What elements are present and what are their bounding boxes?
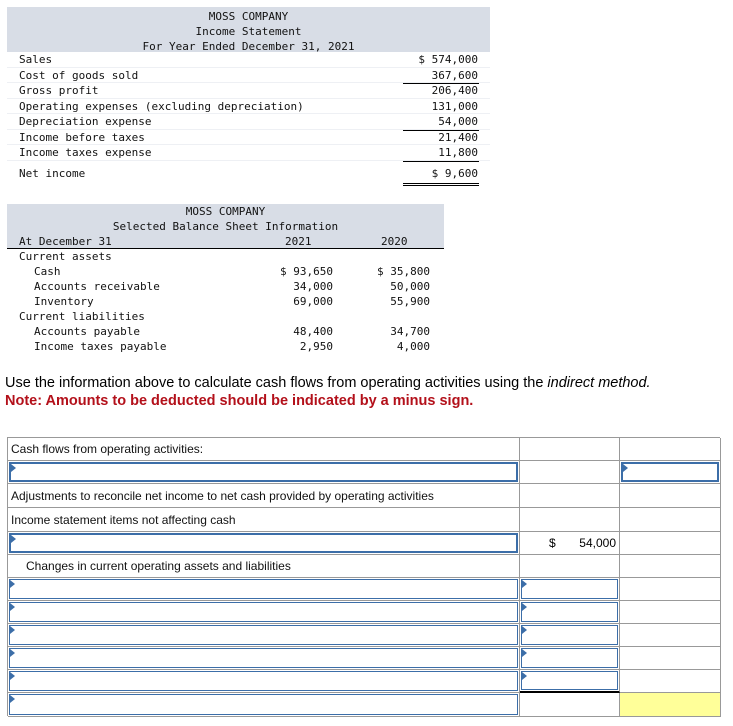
row-amount: 367,600 bbox=[403, 68, 479, 85]
income-row-sales bbox=[7, 52, 490, 68]
change-amount-input-3[interactable] bbox=[521, 625, 618, 645]
worksheet-row-adjustments bbox=[8, 484, 721, 508]
worksheet-row-changes bbox=[8, 555, 721, 578]
change-label-select-1[interactable] bbox=[9, 579, 518, 599]
adjustments-heading: Adjustments to reconcile net income to net cash provided by operating activities bbox=[8, 484, 520, 508]
total-label-select[interactable] bbox=[9, 694, 518, 715]
empty-cell bbox=[520, 461, 620, 484]
worksheet-row-noncash bbox=[8, 508, 721, 532]
change-label-select-2[interactable] bbox=[9, 602, 518, 622]
empty-cell bbox=[520, 438, 620, 461]
income-row-gross-profit bbox=[7, 83, 490, 99]
label-cell bbox=[8, 578, 520, 601]
label-cell bbox=[8, 624, 520, 647]
row-label: Inventory bbox=[34, 295, 94, 308]
instruction-note: Note: Amounts to be deducted should be indicated by a minus sign. bbox=[5, 393, 474, 409]
company-name: MOSS COMPANY bbox=[208, 10, 289, 23]
noncash-heading: Income statement items not affecting cash bbox=[8, 508, 520, 532]
worksheet-row-depreciation bbox=[8, 532, 721, 555]
value-2021: 69,000 bbox=[293, 295, 333, 308]
statement-title: Income Statement bbox=[195, 25, 302, 38]
change-amount-input-4[interactable] bbox=[521, 648, 618, 668]
instruction-text bbox=[5, 374, 651, 392]
value-2020: $ 35,800 bbox=[377, 265, 430, 278]
amount-cell bbox=[520, 670, 620, 693]
row-amount: 54,000 bbox=[403, 114, 479, 131]
empty-cell bbox=[520, 508, 620, 532]
value-2021: 34,000 bbox=[293, 280, 333, 293]
depreciation-amount-cell bbox=[520, 532, 620, 555]
row-label: Cost of goods sold bbox=[19, 68, 139, 82]
amount-cell bbox=[520, 601, 620, 624]
cash-flow-worksheet bbox=[7, 437, 720, 716]
row-label: Income taxes expense bbox=[19, 146, 152, 159]
row-amount: $ 574,000 bbox=[418, 53, 478, 66]
label-cell bbox=[8, 670, 520, 693]
dropdown-arrow-icon bbox=[10, 626, 15, 634]
income-row-income-before-taxes bbox=[7, 130, 490, 146]
empty-cell bbox=[620, 555, 721, 578]
value-2021: $ 93,650 bbox=[280, 265, 333, 278]
label-cell bbox=[8, 532, 520, 555]
empty-cell bbox=[520, 555, 620, 578]
empty-cell bbox=[620, 647, 721, 670]
row-label: Operating expenses (excluding depreciation) bbox=[19, 99, 304, 113]
instruction-method: indirect method. bbox=[547, 375, 651, 391]
empty-cell bbox=[620, 438, 721, 461]
instruction-main: Use the information above to calculate cash flows from operating activities using the bbox=[5, 375, 548, 391]
empty-cell bbox=[620, 670, 721, 693]
dropdown-arrow-icon bbox=[623, 464, 628, 472]
amount-cell bbox=[520, 647, 620, 670]
balance-row-accounts-receivable bbox=[7, 279, 444, 294]
dropdown-arrow-icon bbox=[522, 603, 527, 611]
worksheet-row-change-1 bbox=[8, 578, 721, 601]
worksheet-row-change-2 bbox=[8, 601, 721, 624]
row-amount: 21,400 bbox=[438, 130, 478, 144]
value-2021: 48,400 bbox=[293, 325, 333, 338]
empty-cell bbox=[620, 601, 721, 624]
row-label: Accounts payable bbox=[34, 325, 140, 338]
statement-period: For Year Ended December 31, 2021 bbox=[142, 40, 355, 53]
value-2020: 34,700 bbox=[390, 325, 430, 338]
empty-cell bbox=[520, 484, 620, 508]
row-label: Income before taxes bbox=[19, 130, 145, 144]
dropdown-arrow-icon bbox=[522, 626, 527, 634]
depreciation-label-select[interactable] bbox=[9, 533, 518, 553]
row-label: Net income bbox=[19, 166, 86, 180]
change-label-select-5[interactable] bbox=[9, 671, 518, 691]
income-row-net-income bbox=[7, 165, 490, 183]
empty-cell bbox=[620, 484, 721, 508]
label-cell bbox=[8, 647, 520, 670]
amount-cell bbox=[520, 578, 620, 601]
dropdown-arrow-icon bbox=[11, 535, 16, 543]
change-amount-input-5[interactable] bbox=[521, 671, 618, 690]
row-label: Accounts receivable bbox=[34, 280, 160, 293]
change-label-select-4[interactable] bbox=[9, 648, 518, 668]
worksheet-row-total bbox=[8, 693, 721, 717]
worksheet-row-net-income bbox=[8, 461, 721, 484]
row-label: Income taxes payable bbox=[34, 340, 167, 353]
dropdown-arrow-icon bbox=[11, 464, 16, 472]
row-amount: 11,800 bbox=[403, 145, 479, 162]
label-cell bbox=[8, 693, 520, 717]
instructions bbox=[5, 374, 651, 410]
column-2021: 2021 bbox=[285, 235, 312, 248]
value-2020: 4,000 bbox=[396, 340, 430, 353]
section-label: Current liabilities bbox=[19, 310, 145, 323]
income-row-cogs bbox=[7, 68, 490, 84]
section-label: Current assets bbox=[19, 250, 112, 263]
row-amount: 131,000 bbox=[431, 99, 478, 113]
net-income-label-select[interactable] bbox=[9, 462, 518, 482]
balance-row-accounts-payable bbox=[7, 324, 444, 339]
dropdown-arrow-icon bbox=[10, 580, 15, 588]
total-amount-cell[interactable] bbox=[620, 693, 721, 717]
empty-cell bbox=[620, 508, 721, 532]
empty-cell bbox=[620, 624, 721, 647]
worksheet-row-change-3 bbox=[8, 624, 721, 647]
column-2020: 2020 bbox=[381, 235, 408, 248]
dropdown-arrow-icon bbox=[522, 649, 527, 657]
balance-row-inventory bbox=[7, 294, 444, 309]
worksheet-row-change-5 bbox=[8, 670, 721, 693]
income-row-operating-expenses bbox=[7, 99, 490, 115]
empty-cell bbox=[620, 578, 721, 601]
net-income-amount-input[interactable] bbox=[621, 462, 719, 482]
change-amount-input-2[interactable] bbox=[521, 602, 618, 622]
section-current-liabilities bbox=[7, 309, 444, 324]
value-2020: 50,000 bbox=[390, 280, 430, 293]
dropdown-arrow-icon bbox=[10, 695, 15, 703]
row-amount: 206,400 bbox=[431, 84, 478, 97]
row-label: Cash bbox=[34, 265, 61, 278]
balance-sheet bbox=[7, 204, 444, 354]
balance-row-income-taxes-payable bbox=[7, 339, 444, 354]
dropdown-arrow-icon bbox=[10, 649, 15, 657]
changes-heading: Changes in current operating assets and liabilities bbox=[8, 555, 520, 578]
change-amount-input-1[interactable] bbox=[521, 579, 618, 599]
worksheet-row-cfo-heading bbox=[8, 438, 721, 461]
dropdown-arrow-icon bbox=[522, 580, 527, 588]
amount-cell bbox=[620, 461, 721, 484]
value-2021: 2,950 bbox=[299, 340, 333, 353]
empty-cell bbox=[620, 532, 721, 555]
dropdown-arrow-icon bbox=[10, 603, 15, 611]
row-amount: $ 9,600 bbox=[403, 165, 479, 186]
empty-cell bbox=[520, 693, 620, 717]
amount-cell bbox=[520, 624, 620, 647]
balance-sheet-title: Selected Balance Sheet Information bbox=[112, 220, 339, 233]
balance-row-cash bbox=[7, 264, 444, 279]
section-current-assets bbox=[7, 249, 444, 264]
balance-sheet-header bbox=[7, 204, 444, 234]
income-row-income-taxes bbox=[7, 145, 490, 161]
row-label: Gross profit bbox=[19, 84, 99, 97]
dropdown-arrow-icon bbox=[522, 672, 527, 680]
income-row-depreciation bbox=[7, 114, 490, 130]
company-name: MOSS COMPANY bbox=[185, 205, 266, 218]
depreciation-amount: 54,000 bbox=[579, 536, 616, 550]
date-label: At December 31 bbox=[19, 235, 112, 248]
value-2020: 55,900 bbox=[390, 295, 430, 308]
row-label: Depreciation expense bbox=[19, 115, 152, 128]
worksheet-row-change-4 bbox=[8, 647, 721, 670]
income-statement bbox=[7, 7, 490, 183]
cfo-heading: Cash flows from operating activities: bbox=[8, 438, 520, 461]
income-statement-header bbox=[7, 7, 490, 52]
label-cell bbox=[8, 461, 520, 484]
balance-sheet-column-header bbox=[7, 234, 444, 249]
row-label: Sales bbox=[19, 53, 53, 66]
change-label-select-3[interactable] bbox=[9, 625, 518, 645]
dropdown-arrow-icon bbox=[10, 672, 15, 680]
currency-symbol: $ bbox=[549, 536, 556, 550]
label-cell bbox=[8, 601, 520, 624]
